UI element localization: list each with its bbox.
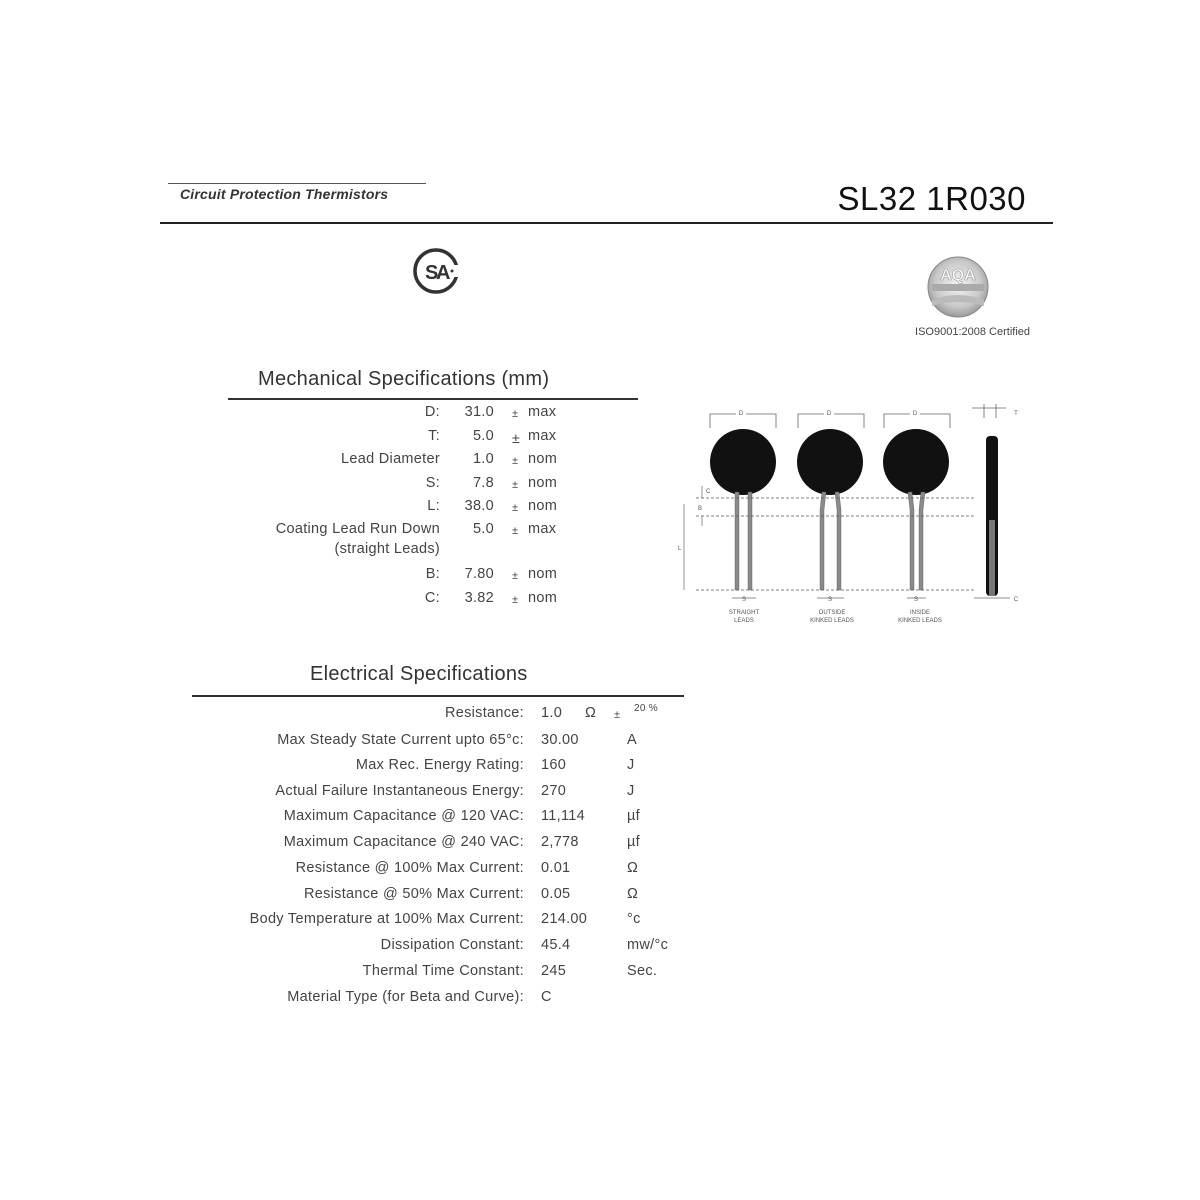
elec-value: 214.00	[541, 911, 588, 927]
elec-unit: µf	[627, 808, 640, 824]
thermistor-body-inside-kinked	[883, 429, 949, 495]
mech-label-note: (straight Leads)	[334, 541, 440, 557]
mech-value: 7.80	[464, 566, 494, 582]
mech-label: Lead Diameter	[340, 451, 440, 467]
elec-value: 160	[541, 757, 567, 773]
elec-label: Body Temperature at 100% Max Current:	[249, 911, 524, 927]
mech-tolerance: ±	[512, 430, 520, 446]
elec-label: Resistance @ 50% Max Current:	[303, 886, 524, 902]
mech-kind: max	[528, 404, 557, 420]
elec-unit: °c	[627, 911, 641, 927]
caption-straight-1: STRAIGHT	[728, 610, 760, 616]
elec-value: 0.05	[541, 886, 571, 902]
dim-d-label-1: D	[738, 411, 744, 417]
dim-d-label-3: D	[912, 411, 918, 417]
elec-unit: Ω	[627, 886, 639, 902]
mech-kind: max	[528, 521, 557, 537]
svg-text:S: S	[425, 262, 439, 284]
elec-value: 45.4	[541, 937, 571, 953]
electrical-specs-title: Electrical Specifications	[310, 663, 528, 685]
elec-unit: J	[627, 783, 635, 799]
elec-value: 2,778	[541, 834, 579, 850]
mechanical-specs-rule	[228, 398, 638, 400]
elec-value: 11,114	[541, 808, 585, 824]
caption-outside-1: OUTSIDE	[818, 610, 846, 616]
thermistor-lead-diagram	[676, 400, 1036, 640]
mech-tolerance: ±	[512, 408, 519, 420]
mech-tolerance: ±	[512, 570, 519, 582]
elec-value: C	[541, 989, 552, 1005]
mech-tolerance: ±	[512, 525, 519, 537]
mech-tolerance: ±	[512, 455, 519, 467]
elec-label: Max Rec. Energy Rating:	[355, 757, 524, 773]
aqa-iso-logo	[918, 254, 998, 320]
mech-label: T:	[428, 428, 440, 444]
mech-kind: nom	[528, 566, 558, 582]
mech-label: C:	[424, 590, 440, 606]
mech-label: Coating Lead Run Down	[275, 521, 440, 537]
elec-value: 245	[541, 963, 567, 979]
caption-outside-2: KINKED LEADS	[810, 618, 854, 624]
mech-label: B:	[425, 566, 440, 582]
elec-tolerance: ±	[614, 709, 621, 721]
thermistor-body-outside-kinked	[797, 429, 863, 495]
mech-value: 1.0	[472, 451, 494, 467]
mech-tolerance: ±	[512, 479, 519, 491]
elec-label: Thermal Time Constant:	[362, 963, 524, 979]
dim-l-label: L	[678, 546, 682, 552]
mech-value: 31.0	[464, 404, 494, 420]
elec-label: Actual Failure Instantaneous Energy:	[275, 783, 524, 799]
document-subtitle: Circuit Protection Thermistors	[180, 186, 389, 202]
dim-d-label-2: D	[826, 411, 832, 417]
dim-c-label-side: C	[1013, 597, 1019, 603]
elec-tolerance-percent: 20 %	[634, 703, 658, 714]
elec-unit: Ω	[585, 705, 597, 721]
elec-unit: Sec.	[627, 963, 658, 979]
part-number-title: SL32 1R030	[837, 180, 1026, 217]
mech-kind: nom	[528, 590, 558, 606]
elec-unit: Ω	[627, 860, 639, 876]
mech-value: 5.0	[472, 521, 494, 537]
elec-label: Material Type (for Beta and Curve):	[287, 989, 524, 1005]
mech-kind: nom	[528, 475, 558, 491]
elec-label: Dissipation Constant:	[380, 937, 524, 953]
mech-kind: nom	[528, 498, 558, 514]
header-thin-line	[168, 183, 426, 184]
elec-value: 0.01	[541, 860, 571, 876]
elec-unit: µf	[627, 834, 640, 850]
elec-unit: J	[627, 757, 635, 773]
elec-label: Resistance @ 100% Max Current:	[295, 860, 524, 876]
mechanical-specs-title: Mechanical Specifications (mm)	[258, 368, 550, 390]
caption-inside-2: KINKED LEADS	[898, 618, 942, 624]
iso-certification-caption: ISO9001:2008 Certified	[915, 326, 1030, 338]
electrical-specs-rule	[192, 695, 684, 697]
mech-kind: nom	[528, 451, 558, 467]
elec-label: Max Steady State Current upto 65°c:	[277, 732, 524, 748]
caption-inside-1: INSIDE	[909, 610, 931, 616]
mech-value: 5.0	[472, 428, 494, 444]
elec-label: Resistance:	[444, 705, 524, 721]
mech-tolerance: ±	[512, 594, 519, 606]
elec-label: Maximum Capacitance @ 240 VAC:	[283, 834, 524, 850]
dim-s-label-2: S	[827, 597, 833, 603]
header-divider	[160, 222, 1053, 224]
dim-t-label: T	[1014, 411, 1018, 417]
mech-label: L:	[427, 498, 440, 514]
csa-logo	[408, 243, 464, 299]
dim-s-label-1: S	[741, 597, 747, 603]
caption-straight-2: LEADS	[734, 618, 754, 624]
dim-b-label: B	[698, 506, 703, 512]
elec-unit: A	[627, 732, 637, 748]
svg-text:AQA: AQA	[940, 267, 976, 284]
dim-s-label-3: S	[913, 597, 919, 603]
elec-value: 1.0	[541, 705, 563, 721]
elec-label: Maximum Capacitance @ 120 VAC:	[283, 808, 524, 824]
elec-value: 270	[541, 783, 567, 799]
mech-tolerance: ±	[512, 502, 519, 514]
dim-c-label: C	[706, 489, 711, 495]
svg-text:A: A	[436, 262, 451, 284]
mech-kind: max	[528, 428, 557, 444]
elec-value: 30.00	[541, 732, 579, 748]
thermistor-body-straight	[710, 429, 776, 495]
mech-value: 7.8	[472, 475, 494, 491]
mech-label: D:	[424, 404, 440, 420]
mech-label: S:	[425, 475, 440, 491]
mech-value: 3.82	[464, 590, 494, 606]
elec-unit: mw/°c	[627, 937, 669, 953]
mech-value: 38.0	[464, 498, 494, 514]
